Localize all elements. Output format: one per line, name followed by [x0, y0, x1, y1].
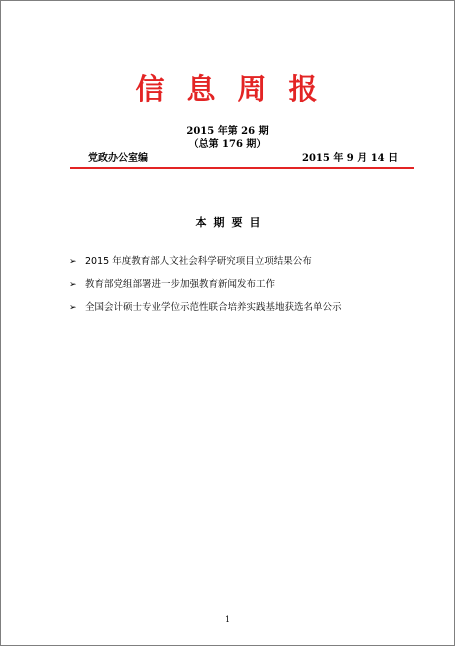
contents-item-label: 2015 年度教育部人文社会科学研究项目立项结果公布: [85, 255, 312, 267]
contents-item-label: 全国会计硕士专业学位示范性联合培养实践基地获选名单公示: [85, 301, 342, 313]
editor-label: 党政办公室编: [88, 153, 148, 164]
arrow-right-bullet-icon: ➢: [69, 256, 77, 267]
page-number: 1: [224, 615, 231, 624]
publish-date: 2015 年 9 月 14 日: [302, 153, 399, 164]
contents-item: [69, 250, 409, 273]
contents-heading: 本期要目: [195, 216, 268, 229]
contents-list: [69, 250, 409, 319]
arrow-right-bullet-icon: ➢: [69, 302, 77, 313]
issue-number: 2015 年第 26 期: [186, 126, 269, 137]
newsletter-title: 信息周报: [135, 72, 340, 106]
contents-item-label: 教育部党组部署进一步加强教育新闻发布工作: [85, 278, 276, 290]
header-divider: [70, 167, 414, 169]
issue-total-number: （总第 176 期）: [188, 139, 267, 150]
contents-item: [69, 296, 409, 319]
contents-item: [69, 273, 409, 296]
arrow-right-bullet-icon: ➢: [69, 279, 77, 290]
